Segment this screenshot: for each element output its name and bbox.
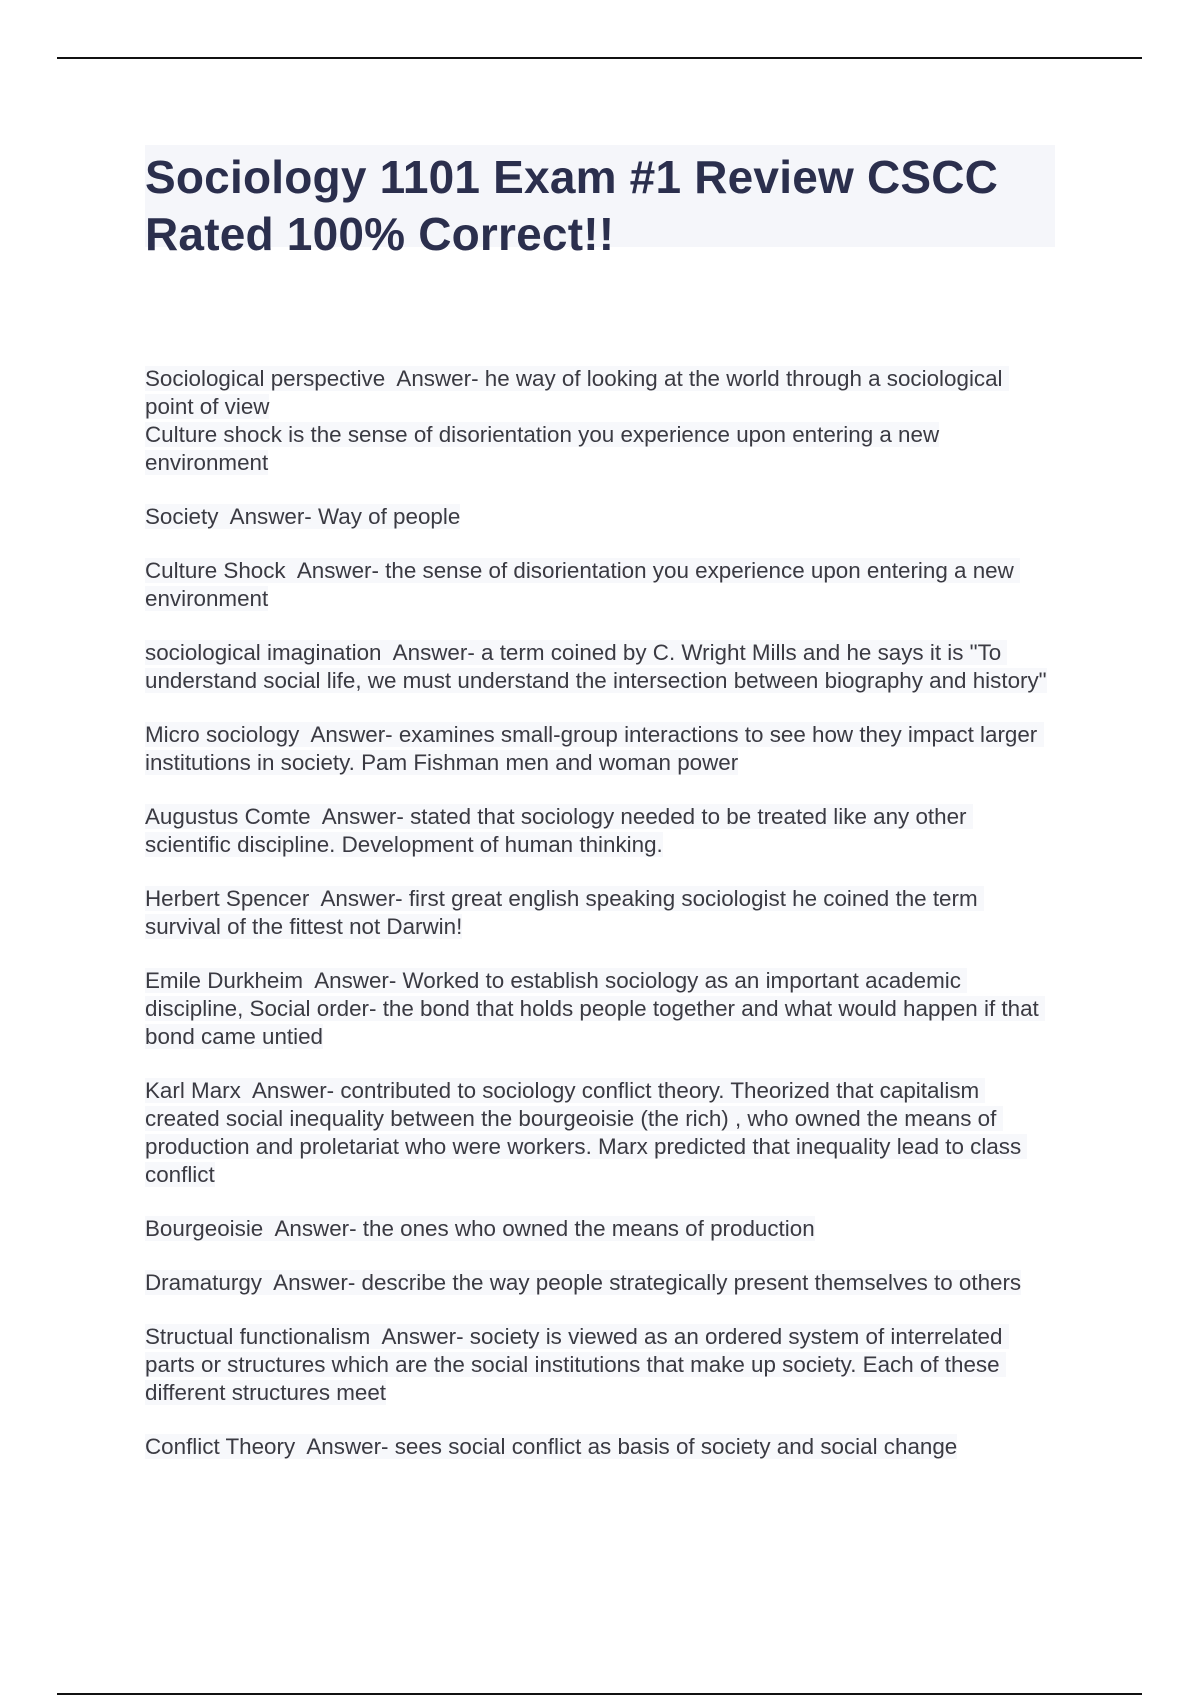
entry-text: Society Answer- Way of people: [145, 504, 461, 529]
entry-text: Emile Durkheim Answer- Worked to establish sociology as an important academic discipline, Social order- the bond that holds people together and what would happen if that bond came untied: [145, 968, 1045, 1049]
entry-text: sociological imagination Answer- a term coined by C. Wright Mills and he says it is "To understand social life, we must understand the intersection between biography and history": [145, 640, 1047, 693]
entry-text: Conflict Theory Answer- sees social conflict as basis of society and social change: [145, 1434, 958, 1459]
entry-text: Dramaturgy Answer- describe the way people strategically present themselves to others: [145, 1270, 1022, 1295]
entry-text: Sociological perspective Answer- he way of looking at the world through a sociological point of view: [145, 366, 1009, 419]
entry-text: Culture Shock Answer- the sense of disorientation you experience upon entering a new environment: [145, 558, 1021, 611]
document-body: [145, 145, 1055, 1487]
entry-bourgeoisie: [145, 1215, 1055, 1243]
entry-structual-functionalism: [145, 1323, 1055, 1407]
entry-text: Herbert Spencer Answer- first great english speaking sociologist he coined the term survival of the fittest not Darwin!: [145, 886, 984, 939]
entry-augustus-comte: [145, 803, 1055, 859]
entry-karl-marx: [145, 1077, 1055, 1189]
entry-emile-durkheim: [145, 967, 1055, 1051]
entry-text: Bourgeoisie Answer- the ones who owned the means of production: [145, 1216, 815, 1241]
bottom-rule: [57, 1693, 1142, 1695]
entry-society: [145, 503, 1055, 531]
entry-sociological-imagination: [145, 639, 1055, 695]
entry-text: Augustus Comte Answer- stated that sociology needed to be treated like any other scientific discipline. Development of human thinking.: [145, 804, 973, 857]
top-rule: [57, 57, 1142, 59]
entry-herbert-spencer: [145, 885, 1055, 941]
entry-sociological-perspective: [145, 365, 1055, 477]
qa-entries: [145, 365, 1055, 1461]
entry-text: Structual functionalism Answer- society is viewed as an ordered system of interrelated parts or structures which are the social institutions that make up society. Each of these different structures meet: [145, 1324, 1009, 1405]
entry-text: Karl Marx Answer- contributed to sociology conflict theory. Theorized that capitalism created social inequality between the bourgeoisie (the rich) , who owned the means of production and proletariat who were workers. Marx predicted that inequality lead to class conflict: [145, 1078, 1028, 1187]
entry-extra-text: Culture shock is the sense of disorientation you experience upon entering a new environment: [145, 422, 940, 475]
title-block: [145, 145, 1055, 260]
entry-culture-shock: [145, 557, 1055, 613]
entry-conflict-theory: [145, 1433, 1055, 1461]
entry-dramaturgy: [145, 1269, 1055, 1297]
document-title: Sociology 1101 Exam #1 Review CSCC Rated 100% Correct!!: [145, 151, 999, 260]
entry-text: Micro sociology Answer- examines small-group interactions to see how they impact larger institutions in society. Pam Fishman men and woman power: [145, 722, 1044, 775]
entry-micro-sociology: [145, 721, 1055, 777]
